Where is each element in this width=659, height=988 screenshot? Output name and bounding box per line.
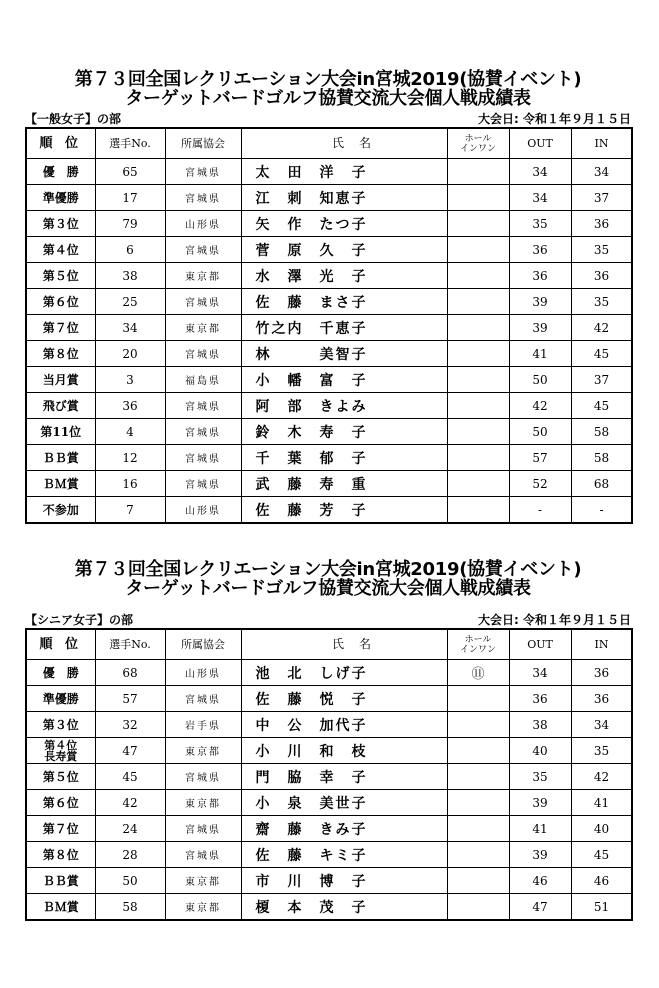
table-row bbox=[26, 497, 632, 524]
rank-label: 第７位 bbox=[42, 321, 79, 335]
rank-cell bbox=[26, 894, 95, 921]
name-cell: 水 澤 光 子 bbox=[241, 263, 447, 289]
name-cell: 市 川 博 子 bbox=[241, 868, 447, 894]
hole-in-one-cell bbox=[447, 419, 509, 445]
table-row bbox=[26, 790, 632, 816]
association-cell: 宮城県 bbox=[165, 686, 241, 712]
name-cell: 阿 部 きよみ bbox=[241, 393, 447, 419]
table-row bbox=[26, 263, 632, 289]
out-score-cell: 50 bbox=[509, 419, 571, 445]
in-score-cell: 35 bbox=[571, 237, 632, 263]
player-no-cell: 16 bbox=[95, 471, 165, 497]
section-general-women bbox=[25, 70, 631, 524]
hole-in-one-cell bbox=[447, 159, 509, 185]
name-cell: 佐 藤 まさ子 bbox=[241, 289, 447, 315]
player-no-cell: 79 bbox=[95, 211, 165, 237]
association-cell: 宮城県 bbox=[165, 341, 241, 367]
rank-label: ＢＭ賞 bbox=[42, 477, 79, 491]
header-rank: 順 位 bbox=[26, 128, 95, 159]
header-hio-line1: ホール bbox=[464, 133, 492, 144]
rank-label: 準優勝 bbox=[42, 692, 79, 706]
player-no-cell: 57 bbox=[95, 686, 165, 712]
table-header bbox=[26, 128, 632, 159]
association-cell: 宮城県 bbox=[165, 237, 241, 263]
in-score-cell: 37 bbox=[571, 367, 632, 393]
header-out: OUT bbox=[509, 128, 571, 159]
in-score-cell: 36 bbox=[571, 211, 632, 237]
association-cell: 山形県 bbox=[165, 211, 241, 237]
name-cell: 鈴 木 寿 子 bbox=[241, 419, 447, 445]
in-score-cell: 34 bbox=[571, 159, 632, 185]
rank-label: 飛び賞 bbox=[42, 399, 79, 413]
header-name bbox=[241, 128, 447, 159]
out-score-cell: 34 bbox=[509, 185, 571, 211]
out-score-cell: 42 bbox=[509, 393, 571, 419]
rank-cell bbox=[26, 367, 95, 393]
hole-in-one-cell bbox=[447, 738, 509, 764]
rank-label: 優 勝 bbox=[42, 666, 79, 680]
rank-cell bbox=[26, 263, 95, 289]
hole-in-one-cell bbox=[447, 237, 509, 263]
hole-in-one-cell bbox=[447, 393, 509, 419]
out-score-cell: 35 bbox=[509, 764, 571, 790]
in-score-cell: - bbox=[571, 497, 632, 524]
rank-label: 優 勝 bbox=[42, 165, 79, 179]
player-no-cell: 12 bbox=[95, 445, 165, 471]
out-score-cell: 36 bbox=[509, 263, 571, 289]
table-row bbox=[26, 341, 632, 367]
in-score-cell: 34 bbox=[571, 712, 632, 738]
player-no-cell: 34 bbox=[95, 315, 165, 341]
rank-label: 第６位 bbox=[42, 295, 79, 309]
section-senior-women bbox=[25, 560, 631, 921]
association-cell: 宮城県 bbox=[165, 445, 241, 471]
header-hole-in-one bbox=[447, 128, 509, 159]
table-row bbox=[26, 712, 632, 738]
association-cell: 東京都 bbox=[165, 738, 241, 764]
in-score-cell: 46 bbox=[571, 868, 632, 894]
in-score-cell: 37 bbox=[571, 185, 632, 211]
header-name-given: 名 bbox=[359, 136, 372, 150]
association-cell: 宮城県 bbox=[165, 185, 241, 211]
rank-cell bbox=[26, 445, 95, 471]
player-no-cell: 3 bbox=[95, 367, 165, 393]
table-row bbox=[26, 185, 632, 211]
rank-cell bbox=[26, 660, 95, 686]
in-score-cell: 51 bbox=[571, 894, 632, 921]
header-player-no: 選手No. bbox=[95, 629, 165, 660]
in-score-cell: 36 bbox=[571, 263, 632, 289]
hole-in-one-cell bbox=[447, 211, 509, 237]
name-cell: 竹之内 千恵子 bbox=[241, 315, 447, 341]
in-score-cell: 45 bbox=[571, 393, 632, 419]
rank-cell bbox=[26, 159, 95, 185]
player-no-cell: 7 bbox=[95, 497, 165, 524]
header-player-no: 選手No. bbox=[95, 128, 165, 159]
hole-in-one-cell bbox=[447, 289, 509, 315]
results-table bbox=[25, 628, 633, 921]
table-row bbox=[26, 159, 632, 185]
table-row bbox=[26, 445, 632, 471]
player-no-cell: 25 bbox=[95, 289, 165, 315]
header-name-family: 氏 bbox=[331, 637, 344, 651]
in-score-cell: 36 bbox=[571, 686, 632, 712]
rank-label: 不参加 bbox=[42, 503, 79, 517]
name-cell: 林 美智子 bbox=[241, 341, 447, 367]
table-row bbox=[26, 393, 632, 419]
name-cell: 池 北 しげ子 bbox=[241, 660, 447, 686]
rank-cell bbox=[26, 497, 95, 524]
out-score-cell: 39 bbox=[509, 790, 571, 816]
association-cell: 宮城県 bbox=[165, 419, 241, 445]
player-no-cell: 68 bbox=[95, 660, 165, 686]
rank-cell bbox=[26, 471, 95, 497]
rank-label: 第５位 bbox=[42, 269, 79, 283]
rank-cell bbox=[26, 816, 95, 842]
in-score-cell: 42 bbox=[571, 764, 632, 790]
name-cell: 江 刺 知恵子 bbox=[241, 185, 447, 211]
rank-cell bbox=[26, 842, 95, 868]
player-no-cell: 28 bbox=[95, 842, 165, 868]
results-table bbox=[25, 127, 633, 524]
table-header bbox=[26, 629, 632, 660]
player-no-cell: 24 bbox=[95, 816, 165, 842]
header-hole-in-one bbox=[447, 629, 509, 660]
in-score-cell: 40 bbox=[571, 816, 632, 842]
rank-label: 第８位 bbox=[42, 848, 79, 862]
header-rank: 順 位 bbox=[26, 629, 95, 660]
out-score-cell: 39 bbox=[509, 289, 571, 315]
rank-label: 当月賞 bbox=[42, 373, 79, 387]
table-row bbox=[26, 471, 632, 497]
name-cell: 菅 原 久 子 bbox=[241, 237, 447, 263]
table-row bbox=[26, 367, 632, 393]
header-name bbox=[241, 629, 447, 660]
out-score-cell: 39 bbox=[509, 842, 571, 868]
player-no-cell: 20 bbox=[95, 341, 165, 367]
player-no-cell: 45 bbox=[95, 764, 165, 790]
table-row bbox=[26, 289, 632, 315]
association-cell: 東京都 bbox=[165, 315, 241, 341]
rank-label: 第３位 bbox=[42, 718, 79, 732]
event-date: 大会日: 令和１年９月１５日 bbox=[478, 112, 631, 126]
rank-cell bbox=[26, 211, 95, 237]
name-cell: 小 幡 富 子 bbox=[241, 367, 447, 393]
rank-cell bbox=[26, 790, 95, 816]
in-score-cell: 45 bbox=[571, 341, 632, 367]
rank-cell bbox=[26, 868, 95, 894]
rank-label: 第４位 bbox=[44, 738, 78, 752]
in-score-cell: 68 bbox=[571, 471, 632, 497]
player-no-cell: 36 bbox=[95, 393, 165, 419]
player-no-cell: 17 bbox=[95, 185, 165, 211]
in-score-cell: 58 bbox=[571, 419, 632, 445]
association-cell: 宮城県 bbox=[165, 289, 241, 315]
out-score-cell: 47 bbox=[509, 894, 571, 921]
hole-in-one-cell: ⑪ bbox=[447, 660, 509, 686]
table-row bbox=[26, 842, 632, 868]
association-cell: 宮城県 bbox=[165, 471, 241, 497]
player-no-cell: 42 bbox=[95, 790, 165, 816]
out-score-cell: 34 bbox=[509, 159, 571, 185]
table-body bbox=[26, 660, 632, 921]
table-row bbox=[26, 660, 632, 686]
name-cell: 榎 本 茂 子 bbox=[241, 894, 447, 921]
doc-title-line2: ターゲットバードゴルフ協賛交流大会個人戦成績表 bbox=[125, 88, 531, 109]
table-row bbox=[26, 419, 632, 445]
rank-label: 第４位 bbox=[42, 243, 79, 257]
hole-in-one-cell bbox=[447, 497, 509, 524]
name-cell: 佐 藤 悦 子 bbox=[241, 686, 447, 712]
out-score-cell: 38 bbox=[509, 712, 571, 738]
rank-label: ＢＢ賞 bbox=[42, 874, 79, 888]
table-row bbox=[26, 686, 632, 712]
player-no-cell: 50 bbox=[95, 868, 165, 894]
rank-cell bbox=[26, 185, 95, 211]
rank-label: ＢＢ賞 bbox=[42, 451, 79, 465]
name-cell: 佐 藤 キミ子 bbox=[241, 842, 447, 868]
out-score-cell: 50 bbox=[509, 367, 571, 393]
in-score-cell: 45 bbox=[571, 842, 632, 868]
name-cell: 小 川 和 枝 bbox=[241, 738, 447, 764]
name-cell: 矢 作 たつ子 bbox=[241, 211, 447, 237]
out-score-cell: 39 bbox=[509, 315, 571, 341]
header-hio-line1: ホール bbox=[464, 634, 492, 645]
out-score-cell: 40 bbox=[509, 738, 571, 764]
hole-in-one-cell bbox=[447, 367, 509, 393]
doc-title-line1: 第７３回全国レクリエーション大会in宮城2019(協賛イベント) bbox=[74, 559, 582, 580]
table-row bbox=[26, 816, 632, 842]
rank-cell bbox=[26, 289, 95, 315]
table-row bbox=[26, 237, 632, 263]
rank-label-secondary: 長寿賞 bbox=[44, 749, 78, 763]
rank-label: ＢＭ賞 bbox=[42, 900, 79, 914]
out-score-cell: 41 bbox=[509, 816, 571, 842]
header-in: IN bbox=[571, 128, 632, 159]
hole-in-one-cell bbox=[447, 764, 509, 790]
association-cell: 宮城県 bbox=[165, 393, 241, 419]
meta-row bbox=[25, 612, 631, 628]
association-cell: 宮城県 bbox=[165, 816, 241, 842]
player-no-cell: 47 bbox=[95, 738, 165, 764]
association-cell: 東京都 bbox=[165, 868, 241, 894]
hole-in-one-cell bbox=[447, 445, 509, 471]
rank-label: 第７位 bbox=[42, 822, 79, 836]
table-row bbox=[26, 764, 632, 790]
player-no-cell: 4 bbox=[95, 419, 165, 445]
in-score-cell: 35 bbox=[571, 738, 632, 764]
rank-label: 第11位 bbox=[40, 425, 82, 439]
rank-cell bbox=[26, 237, 95, 263]
out-score-cell: 41 bbox=[509, 341, 571, 367]
association-cell: 東京都 bbox=[165, 263, 241, 289]
name-cell: 小 泉 美世子 bbox=[241, 790, 447, 816]
doc-title-line1: 第７３回全国レクリエーション大会in宮城2019(協賛イベント) bbox=[74, 69, 582, 90]
player-no-cell: 38 bbox=[95, 263, 165, 289]
division-label: 【シニア女子】の部 bbox=[25, 613, 134, 627]
association-cell: 山形県 bbox=[165, 497, 241, 524]
header-name-given: 名 bbox=[359, 637, 372, 651]
out-score-cell: 57 bbox=[509, 445, 571, 471]
in-score-cell: 58 bbox=[571, 445, 632, 471]
hole-in-one-cell bbox=[447, 185, 509, 211]
rank-cell bbox=[26, 419, 95, 445]
hole-in-one-cell bbox=[447, 341, 509, 367]
rank-label: 第８位 bbox=[42, 347, 79, 361]
rank-label: 第５位 bbox=[42, 770, 79, 784]
table-body bbox=[26, 159, 632, 524]
out-score-cell: 35 bbox=[509, 211, 571, 237]
hole-in-one-cell bbox=[447, 790, 509, 816]
header-name-family: 氏 bbox=[331, 136, 344, 150]
association-cell: 岩手県 bbox=[165, 712, 241, 738]
out-score-cell: 52 bbox=[509, 471, 571, 497]
association-cell: 福島県 bbox=[165, 367, 241, 393]
in-score-cell: 41 bbox=[571, 790, 632, 816]
rank-cell bbox=[26, 764, 95, 790]
association-cell: 宮城県 bbox=[165, 159, 241, 185]
association-cell: 山形県 bbox=[165, 660, 241, 686]
hole-in-one-cell bbox=[447, 868, 509, 894]
header-in: IN bbox=[571, 629, 632, 660]
hole-in-one-cell bbox=[447, 315, 509, 341]
association-cell: 東京都 bbox=[165, 790, 241, 816]
out-score-cell: 36 bbox=[509, 686, 571, 712]
rank-label: 第６位 bbox=[42, 796, 79, 810]
association-cell: 宮城県 bbox=[165, 842, 241, 868]
rank-cell bbox=[26, 712, 95, 738]
rank-cell bbox=[26, 738, 95, 764]
rank-label: 準優勝 bbox=[42, 191, 79, 205]
name-cell: 中 公 加代子 bbox=[241, 712, 447, 738]
association-cell: 宮城県 bbox=[165, 764, 241, 790]
name-cell: 千 葉 郁 子 bbox=[241, 445, 447, 471]
header-association: 所属協会 bbox=[165, 629, 241, 660]
hole-in-one-cell bbox=[447, 894, 509, 921]
header-hio-line2: インワン bbox=[460, 644, 497, 655]
player-no-cell: 58 bbox=[95, 894, 165, 921]
doc-title-line2: ターゲットバードゴルフ協賛交流大会個人戦成績表 bbox=[125, 578, 531, 599]
rank-cell bbox=[26, 341, 95, 367]
player-no-cell: 65 bbox=[95, 159, 165, 185]
rank-cell bbox=[26, 315, 95, 341]
rank-cell bbox=[26, 393, 95, 419]
hole-in-one-cell bbox=[447, 712, 509, 738]
meta-row bbox=[25, 111, 631, 127]
table-row bbox=[26, 211, 632, 237]
association-cell: 東京都 bbox=[165, 894, 241, 921]
hole-in-one-cell bbox=[447, 816, 509, 842]
in-score-cell: 42 bbox=[571, 315, 632, 341]
table-row bbox=[26, 894, 632, 921]
player-no-cell: 32 bbox=[95, 712, 165, 738]
name-cell: 佐 藤 芳 子 bbox=[241, 497, 447, 524]
division-label: 【一般女子】の部 bbox=[25, 112, 122, 126]
hole-in-one-cell bbox=[447, 842, 509, 868]
in-score-cell: 35 bbox=[571, 289, 632, 315]
table-row bbox=[26, 738, 632, 764]
header-hio-line2: インワン bbox=[460, 143, 497, 154]
header-association: 所属協会 bbox=[165, 128, 241, 159]
name-cell: 武 藤 寿 重 bbox=[241, 471, 447, 497]
out-score-cell: 46 bbox=[509, 868, 571, 894]
rank-label: 第３位 bbox=[42, 217, 79, 231]
table-row bbox=[26, 315, 632, 341]
player-no-cell: 6 bbox=[95, 237, 165, 263]
header-out: OUT bbox=[509, 629, 571, 660]
hole-in-one-cell bbox=[447, 471, 509, 497]
out-score-cell: - bbox=[509, 497, 571, 524]
out-score-cell: 34 bbox=[509, 660, 571, 686]
in-score-cell: 36 bbox=[571, 660, 632, 686]
rank-cell bbox=[26, 686, 95, 712]
name-cell: 齋 藤 きみ子 bbox=[241, 816, 447, 842]
name-cell: 門 脇 幸 子 bbox=[241, 764, 447, 790]
name-cell: 太 田 洋 子 bbox=[241, 159, 447, 185]
event-date: 大会日: 令和１年９月１５日 bbox=[478, 613, 631, 627]
hole-in-one-cell bbox=[447, 263, 509, 289]
hole-in-one-cell bbox=[447, 686, 509, 712]
out-score-cell: 36 bbox=[509, 237, 571, 263]
table-row bbox=[26, 868, 632, 894]
